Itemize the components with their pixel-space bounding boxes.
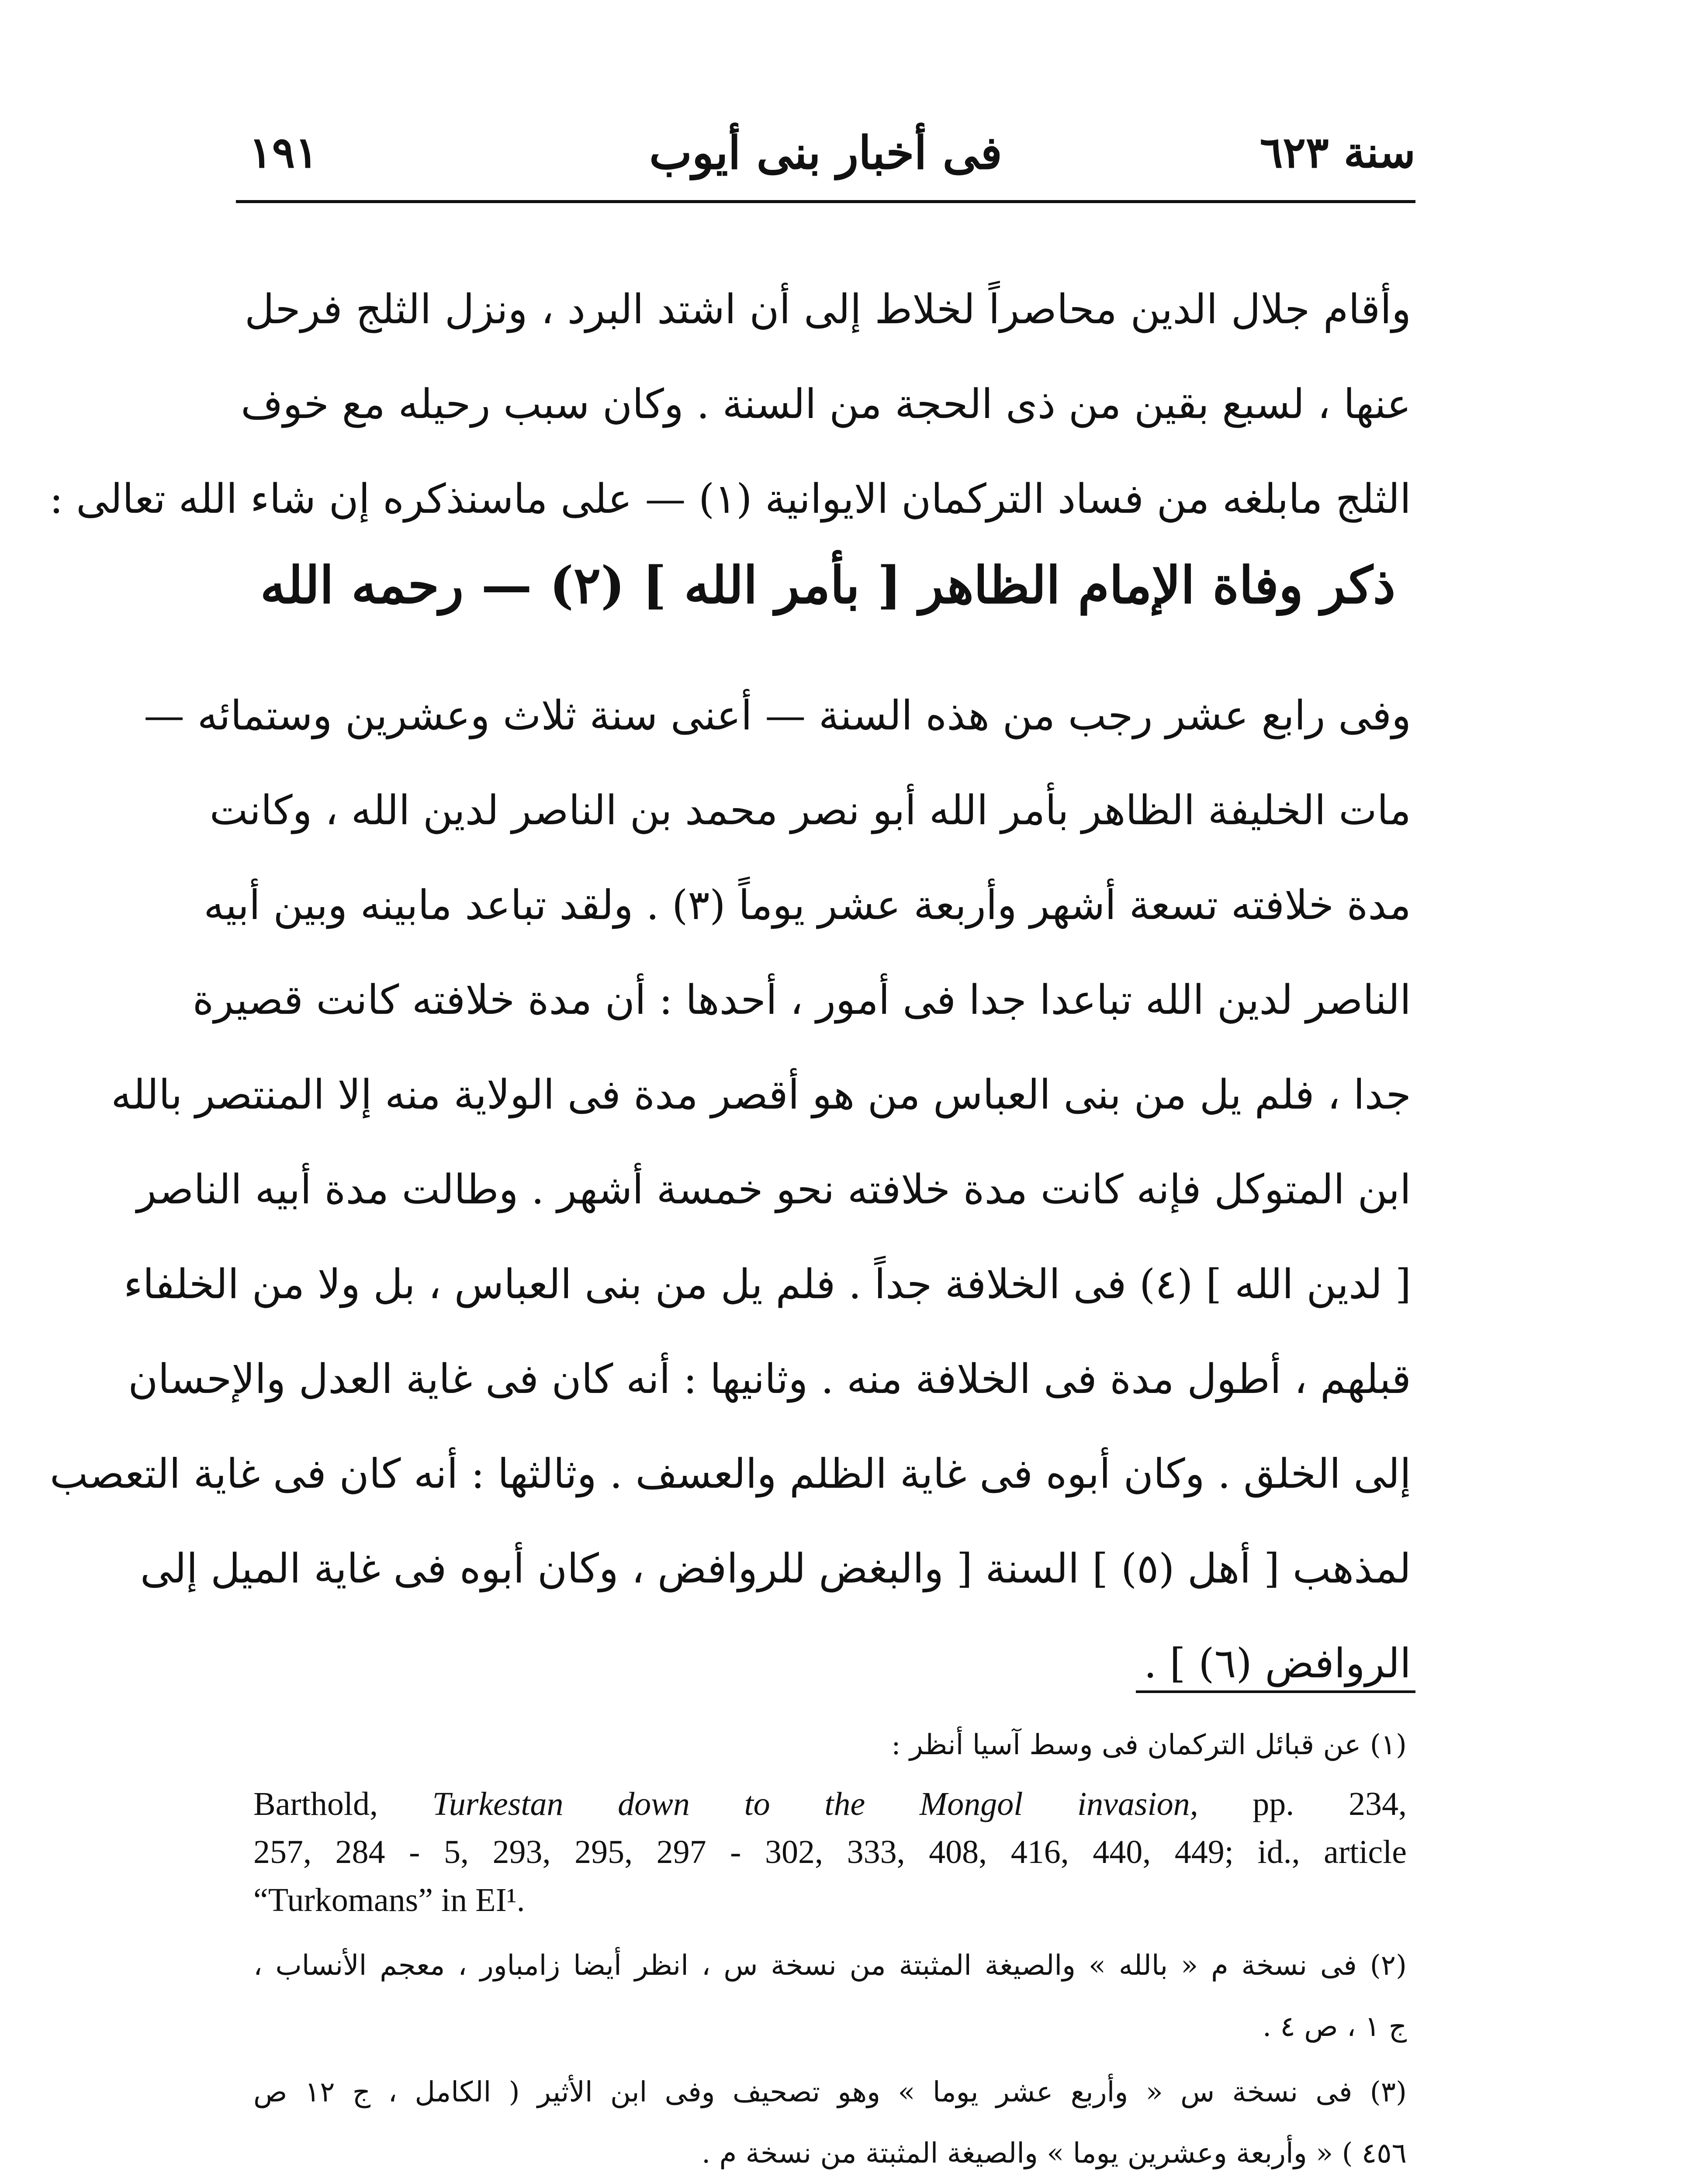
text-line: وأقام جلال الدين محاصراً لخلاط إلى أن اشتد البرد ، ونزل الثلج فرحل — [245, 286, 1411, 333]
running-header — [236, 122, 1415, 192]
footnote-1-citation-line3: “Turkomans” in EI¹. — [253, 1882, 525, 1918]
text-line: عنها ، لسبع بقين من ذى الحجة من السنة . وكان سبب رحيله مع خوف — [241, 380, 1411, 428]
text-line: قبلهم ، أطول مدة فى الخلافة منه . وثانيها : أنه كان فى غاية العدل والإحسان — [128, 1355, 1411, 1403]
citation-title: Turkestan down to the Mongol invasion, — [432, 1786, 1198, 1822]
text-line: مات الخليفة الظاهر بأمر الله أبو نصر محمد بن الناصر لدين الله ، وكانت — [209, 787, 1411, 834]
footnote-2: (٢) فى نسخة م « بالله » والصيغة المثبتة من نسخة س ، انظر أيضا زامباور ، معجم الأنساب ، — [253, 1949, 1407, 1982]
text-line: وفى رابع عشر رجب من هذه السنة — أعنى سنة ثلاث وعشرين وستمائه — — [144, 692, 1411, 739]
footnote-1-arabic: (١) عن قبائل التركمان فى وسط آسيا أنظر : — [891, 1729, 1407, 1761]
header-year: سنة ٦٢٣ — [1259, 128, 1415, 178]
page-number: ١٩١ — [249, 128, 318, 178]
footnote-3-cont: ٤٥٦ ) « وأربعة وعشرين يوما » والصيغة المثبتة من نسخة م . — [701, 2137, 1407, 2170]
paragraph-1 — [49, 262, 1411, 546]
header-rule — [236, 200, 1415, 203]
section-heading: ذكر وفاة الإمام الظاهر [ بأمر الله ] (٢) — رحمه الله — [260, 556, 1396, 615]
footnote-3: (٣) فى نسخة س « وأربع عشر يوما » وهو تصحيف وفى ابن الأثير ( الكامل ، ج ١٢ ص — [253, 2076, 1407, 2108]
text-line: جدا ، فلم يل من بنى العباس من هو أقصر مدة فى الولاية منه إلا المنتصر بالله — [111, 1071, 1411, 1118]
text-line: الثلج مابلغه من فساد التركمان الايوانية (١) — على ماسنذكره إن شاء الله تعالى : — [49, 475, 1411, 522]
text-line: [ لدين الله ] (٤) فى الخلافة جداً . فلم يل من بنى العباس ، بل ولا من الخلفاء — [123, 1261, 1411, 1308]
footnote-1-citation-line2: 257, 284 - 5, 293, 295, 297 - 302, 333, 408, 416, 440, 449; id., article — [253, 1834, 1407, 1870]
text-line: لمذهب [ أهل (٥) ] السنة [ والبغض للروافض ، وكان أبوه فى غاية الميل إلى — [140, 1545, 1411, 1592]
citation-author: Barthold, — [253, 1786, 378, 1822]
text-line: ابن المتوكل فإنه كانت مدة خلافته نحو خمسة أشهر . وطالت مدة أبيه الناصر — [137, 1166, 1411, 1213]
text-line: إلى الخلق . وكان أبوه فى غاية الظلم والعسف . وثالثها : أنه كان فى غاية التعصب — [50, 1450, 1411, 1497]
text-line: الروافض (٦) ] . — [1144, 1640, 1411, 1687]
header-title: فى أخبار بنى أيوب — [649, 126, 1002, 180]
text-line: مدة خلافته تسعة أشهر وأربعة عشر يوماً (٣) . ولقد تباعد مابينه وبين أبيه — [204, 881, 1411, 929]
paragraph-2 — [50, 668, 1411, 1711]
footnote-rule — [1136, 1690, 1415, 1693]
citation-pages: pp. 234, — [1253, 1786, 1407, 1822]
footnote-1-citation — [253, 1782, 1407, 1826]
footnote-2-cont: ج ١ ، ص ٤ . — [1262, 2011, 1407, 2043]
text-line: الناصر لدين الله تباعدا جدا فى أمور ، أحدها : أن مدة خلافته كانت قصيرة — [192, 976, 1411, 1023]
